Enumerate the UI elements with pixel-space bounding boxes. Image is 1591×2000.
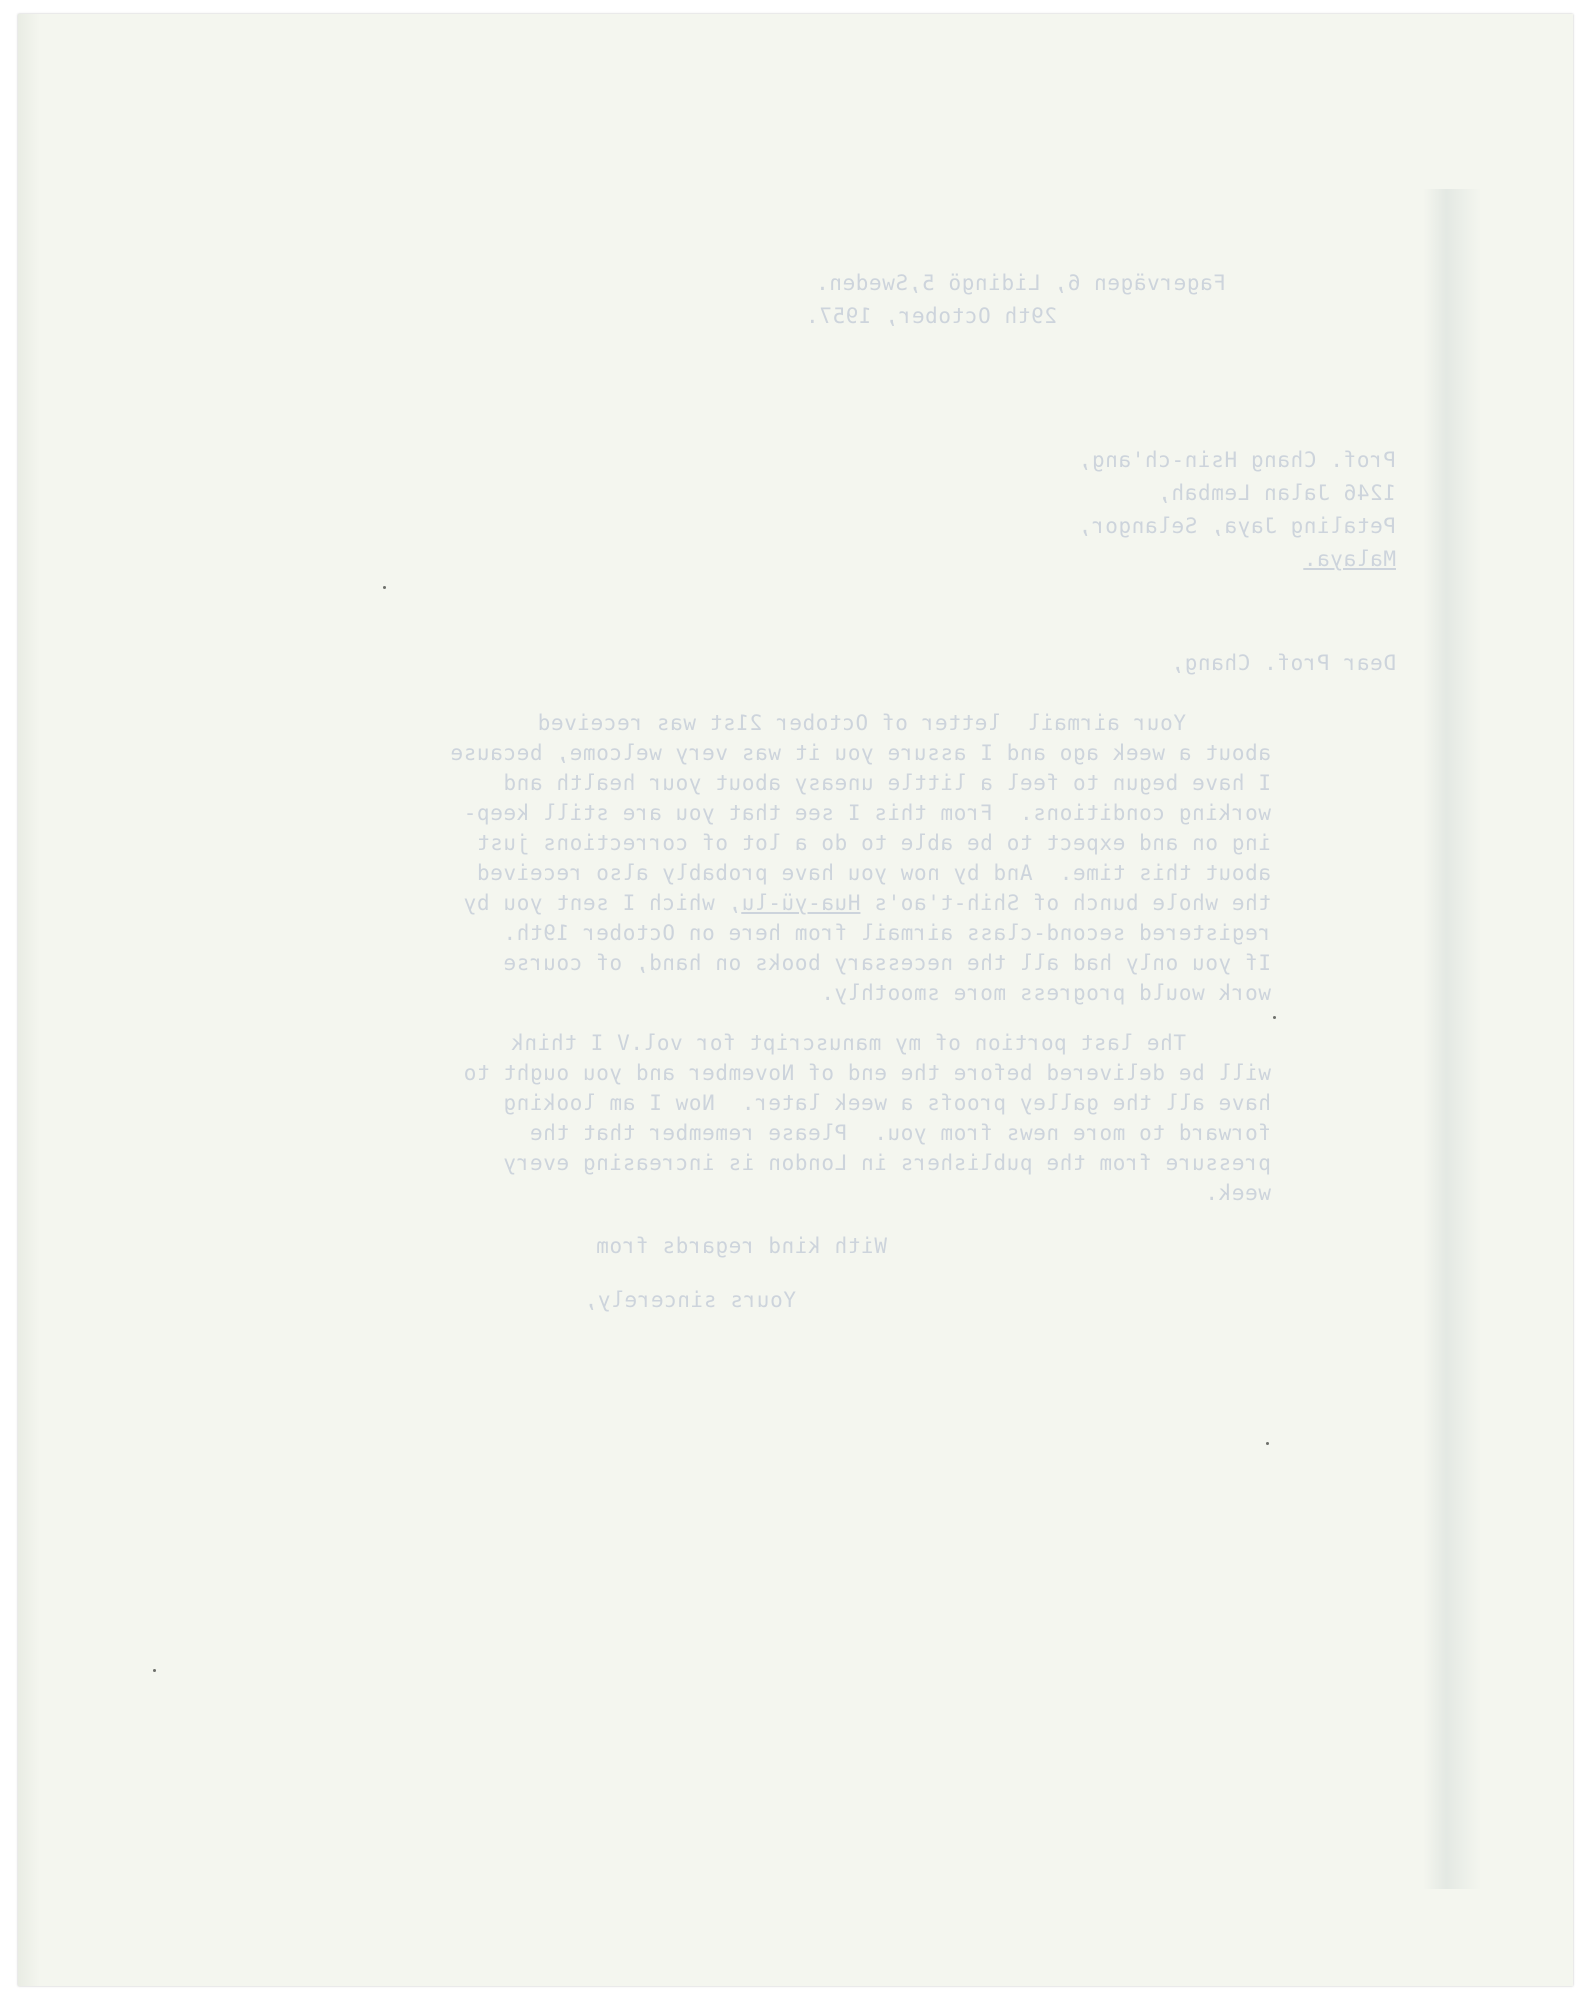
paper-speck bbox=[1266, 1442, 1269, 1445]
paragraph-1-line: working conditions. From this I see that you are still keep- bbox=[463, 801, 1271, 825]
paragraph-1-line: ing on and expect to be able to do a lot of corrections just bbox=[476, 831, 1271, 855]
paragraph-2-line: have all the galley proofs a week later. Now I am looking bbox=[502, 1091, 1271, 1115]
paragraph-2-line: forward to more news from you. Please remember that the bbox=[529, 1121, 1271, 1145]
paragraph-2-line: week. bbox=[1204, 1181, 1271, 1205]
paper-speck bbox=[153, 1669, 156, 1672]
paragraph-1-line: I have begun to feel a little uneasy about your health and bbox=[502, 771, 1271, 795]
recipient-line-2: 1246 Jalan Lembah, bbox=[1157, 481, 1396, 505]
paper-speck bbox=[383, 586, 386, 589]
paragraph-2-line: The last portion of my manuscript for vol.V I think bbox=[510, 1031, 1186, 1055]
paragraph-2-line: will be delivered before the end of November and you ought to bbox=[463, 1061, 1271, 1085]
mirrored-typewritten-text bbox=[18, 14, 1573, 1986]
paragraph-1-line: registered second-class airmail from here on October 19th. bbox=[502, 921, 1271, 945]
paragraph-2-line: pressure from the publishers in London is increasing every bbox=[502, 1151, 1271, 1175]
recipient-line-4: Malaya. bbox=[1303, 547, 1396, 571]
text-segment: , which I sent you by bbox=[463, 891, 742, 915]
paper-sheet bbox=[18, 14, 1573, 1986]
paragraph-1-line: work would progress more smoothly. bbox=[820, 981, 1271, 1005]
paragraph-1-line bbox=[463, 891, 1271, 915]
recipient-line-3: Petaling Jaya, Selangor, bbox=[1078, 514, 1396, 538]
paragraph-1-line: Your airmail letter of October 21st was received bbox=[537, 711, 1186, 735]
text-segment: the whole bunch of Shih-t'ao's bbox=[860, 891, 1271, 915]
closing-sincerely: Yours sincerely, bbox=[584, 1288, 796, 1312]
sender-address: Fagervägen 6, Lidingö 5,Sweden. bbox=[815, 271, 1226, 295]
salutation: Dear Prof. Chang, bbox=[1170, 651, 1396, 675]
paragraph-1-line: If you only had all the necessary books on hand, of course bbox=[502, 951, 1271, 975]
letter-date: 29th October, 1957. bbox=[805, 304, 1057, 328]
paper-speck bbox=[1273, 1016, 1276, 1019]
paragraph-1-line: about this time. And by now you have probably also received bbox=[476, 861, 1271, 885]
recipient-line-1: Prof. Chang Hsin-ch'ang, bbox=[1078, 448, 1396, 472]
paragraph-1-line: about a week ago and I assure you it was very welcome, because bbox=[449, 741, 1271, 765]
closing-regards: With kind regards from bbox=[595, 1234, 887, 1258]
book-title: Hua-yü-lu bbox=[741, 891, 861, 915]
